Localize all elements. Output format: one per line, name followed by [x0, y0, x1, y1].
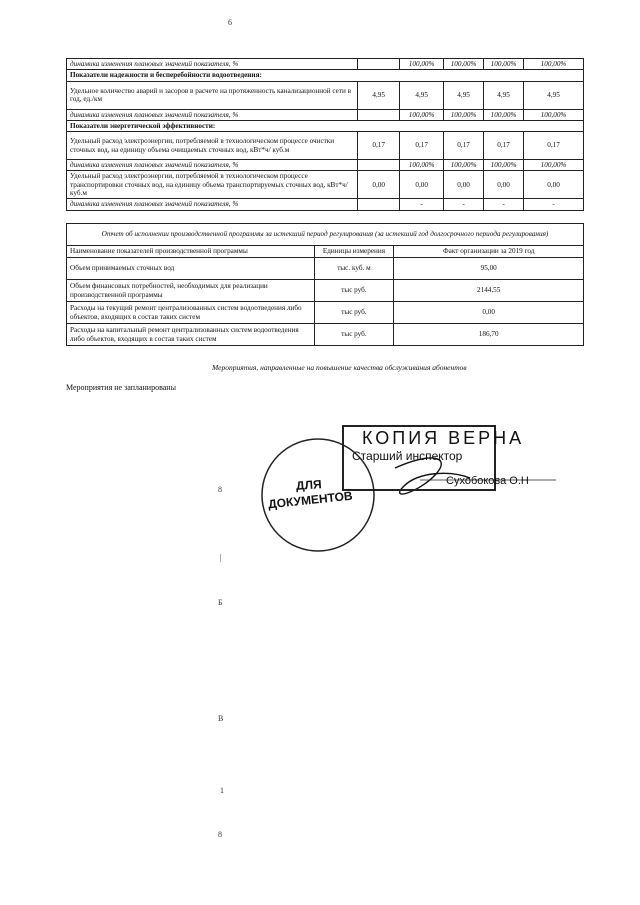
- indicator-value: 100,00%: [444, 59, 484, 70]
- stamp-copy-text: КОПИЯ ВЕРНА: [362, 428, 525, 448]
- indicator-value: 100,00%: [444, 160, 484, 171]
- report-row-name: Объем финансовых потребностей, необходимых для реализации производственной программы: [67, 280, 315, 302]
- section-header: Показатели энергетической эффективности:: [67, 120, 584, 131]
- report-head-name: Наименование показателей производственной программы: [67, 246, 315, 258]
- measures-text: Мероприятия не запланированы: [66, 383, 176, 392]
- report-row-unit: тыс. куб. м: [314, 258, 394, 280]
- indicator-label: Удельный расход электроэнергии, потребляемой в технологическом процессе транспортировки сточных вод, на единицу объема транспортируемых сточных вод, кВт*ч/ куб.м: [67, 171, 358, 199]
- report-row-value: 2144,55: [394, 280, 584, 302]
- report-row-unit: тыс руб.: [314, 302, 394, 324]
- page-mark: 8: [218, 830, 222, 839]
- report-row-unit: тыс руб.: [314, 324, 394, 346]
- indicator-label: динамика изменения плановых значений показателя, %: [67, 160, 358, 171]
- indicator-label: динамика изменения плановых значений показателя, %: [67, 109, 358, 120]
- indicator-value: 4,95: [400, 81, 444, 109]
- indicator-value: -: [400, 199, 444, 210]
- report-row-unit: тыс руб.: [314, 280, 394, 302]
- indicator-value: -: [484, 199, 524, 210]
- page-mark: 6: [228, 18, 232, 27]
- report-row-name: Расходы на текущий ремонт централизованных систем водоотведения либо объектов, входящих в состав таких систем: [67, 302, 315, 324]
- indicator-value: -: [444, 199, 484, 210]
- indicator-value: 0,00: [358, 171, 400, 199]
- stamp-name-text: Сухобокова О.Н: [446, 475, 529, 487]
- measures-title: Мероприятия, направленные на повышение качества обслуживания абонентов: [212, 363, 467, 372]
- report-row-value: 0,00: [394, 302, 584, 324]
- indicator-value: 0,17: [524, 132, 584, 160]
- indicator-value: 0,00: [524, 171, 584, 199]
- indicator-value: 100,00%: [444, 109, 484, 120]
- indicator-value: 100,00%: [400, 59, 444, 70]
- seal-text-1: ДЛЯ: [295, 477, 323, 493]
- indicator-value: 100,00%: [484, 59, 524, 70]
- indicator-value: 100,00%: [400, 160, 444, 171]
- page-mark: Б: [218, 598, 223, 607]
- indicator-label: Удельный расход электроэнергии, потребляемой в технологическом процессе очистки сточных вод, на единицу объема очищаемых сточных вод, кВт*ч/ куб.м: [67, 132, 358, 160]
- indicator-value: 0,17: [400, 132, 444, 160]
- section-header: Показатели надежности и бесперебойности водоотведения:: [67, 70, 584, 81]
- indicator-label: динамика изменения плановых значений показателя, %: [67, 59, 358, 70]
- indicator-value: 0,17: [444, 132, 484, 160]
- seal-text-2: ДОКУМЕНТОВ: [267, 488, 354, 512]
- indicator-value: 4,95: [444, 81, 484, 109]
- page-mark: В: [218, 714, 224, 723]
- report-title: Отчет об исполнении производственной программы за истекший период регулирования (за истекший год долгосрочного периода регулирования): [67, 224, 584, 246]
- report-row-value: 95,00: [394, 258, 584, 280]
- page-mark: 8: [218, 485, 222, 494]
- indicator-label: динамика изменения плановых значений показателя, %: [67, 199, 358, 210]
- indicator-value: 0,00: [444, 171, 484, 199]
- report-head-value: Факт организации за 2019 год: [394, 246, 584, 258]
- report-row-name: Объем принимаемых сточных вод: [67, 258, 315, 280]
- stamp-role-text: Старший инспектор: [352, 449, 463, 463]
- indicator-value: 0,17: [484, 132, 524, 160]
- indicator-value: 100,00%: [524, 160, 584, 171]
- report-head-unit: Единицы измерения: [314, 246, 394, 258]
- indicator-value: 4,95: [524, 81, 584, 109]
- indicator-value: 4,95: [358, 81, 400, 109]
- indicator-value: 100,00%: [484, 109, 524, 120]
- indicator-value: 100,00%: [524, 109, 584, 120]
- indicator-value: 4,95: [484, 81, 524, 109]
- page-mark: |: [220, 553, 222, 562]
- indicator-value: 100,00%: [524, 59, 584, 70]
- indicator-value: -: [524, 199, 584, 210]
- page-mark: 1: [220, 786, 224, 795]
- report-row-value: 186,70: [394, 324, 584, 346]
- indicator-value: 0,00: [484, 171, 524, 199]
- indicator-value: 100,00%: [484, 160, 524, 171]
- indicator-value: 0,00: [400, 171, 444, 199]
- indicator-value: 0,17: [358, 132, 400, 160]
- report-row-name: Расходы на капитальный ремонт централизованных систем водоотведения либо объектов, входящих в состав таких систем: [67, 324, 315, 346]
- indicator-label: Удельное количество аварий и засоров в расчете на протяженность канализационной сети в год, ед./км: [67, 81, 358, 109]
- indicator-value: 100,00%: [400, 109, 444, 120]
